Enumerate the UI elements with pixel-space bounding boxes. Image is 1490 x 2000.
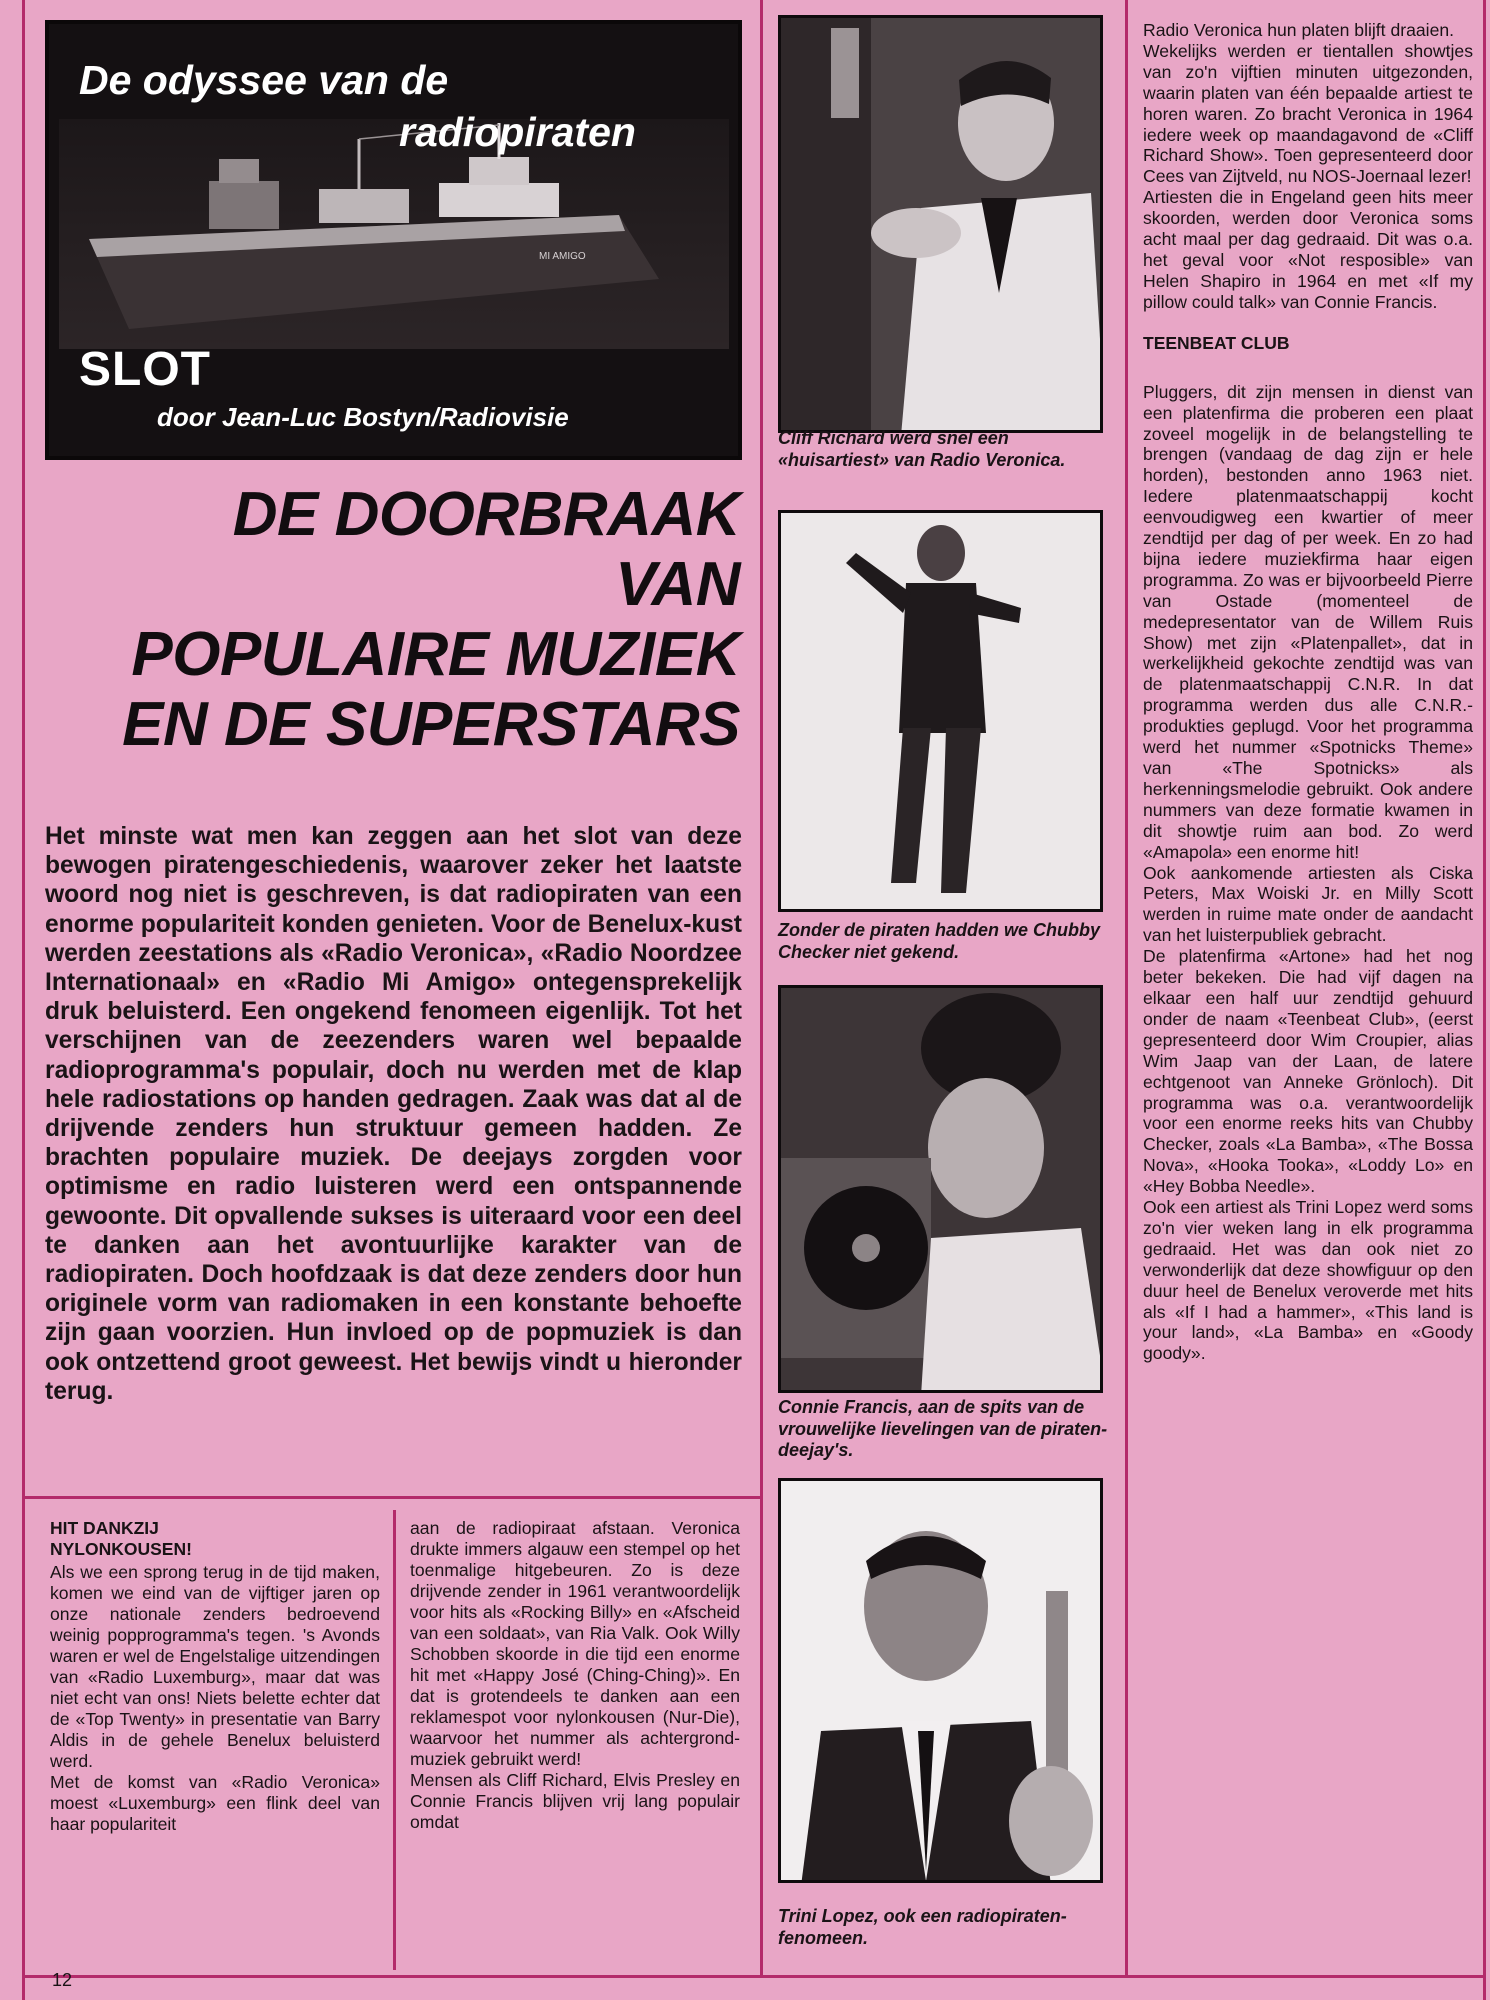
byline: door Jean-Luc Bostyn/Radiovisie (157, 402, 569, 432)
caption-trini-lopez: Trini Lopez, ook een radiopiraten-fenomeen. (778, 1906, 1067, 1948)
frame-rule-bottom (22, 1975, 1486, 1978)
series-title-line2: radiopiraten (399, 109, 636, 155)
photo-connie-francis (778, 985, 1103, 1393)
frame-rule-right (1483, 0, 1486, 2000)
paragraph: Ook aankomende artiesten als Ciska Peters, Max Woiski Jr. en Milly Scott werden in ruime mate onder de aandacht van het luisterpubliek gebracht. (1143, 862, 1473, 946)
column-rule-2 (1125, 0, 1128, 1975)
intro-paragraph: Het minste wat men kan zeggen aan het slot van deze bewogen piratengeschiedenis, waarover zeker het laatste woord nog niet is geschreven, is dat radiopiraten van een enorme populariteit konden genieten. Voor de Benelux-kust werden zeestations als «Radio Veronica», «Radio Noordzee Internationaal» en «Radio Mi Amigo» ontegensprekelijk druk beluisterd. Een ongekend fenomeen eigenlijk. Tot het verschijnen van de zeezenders waren wel bepaalde radioprogramma's populair, doch nu werden met de klap hele radiostations op handen gedragen. Zaak was dat al de drijvende zenders hun struktuur gemeen hadden. Ze brachten populaire muziek. De deejays zorgden voor optimisme en radio luisteren werd een ontspannende gewoonte. Dit opvallende sukses is uiteraard voor een deel te danken aan het avontuurlijke karakter van de radiopiraten. Doch hoofdzaak is dat deze zenders door hun originele vorm van radiomaken in een konstante behoefte zijn gaan voorzien. Hun invloed op de popmuziek is dan ook ontzettend groot geweest. Het bewijs vindt u hieronder terug. (45, 823, 742, 1405)
page-number: 12 (52, 1970, 73, 1990)
caption-connie-francis: Connie Francis, aan de spits van de vrouwelijke lievelingen van de piraten-deejay's. (778, 1397, 1108, 1460)
paragraph: Met de komst van «Radio Veronica» moest «Luxemburg» een flink deel van haar populariteit (50, 1772, 380, 1834)
caption-cliff-richard: Cliff Richard werd snel een «huisartiest» van Radio Veronica. (778, 428, 1066, 470)
subhead-teenbeat-club: TEENBEAT CLUB (1143, 332, 1290, 353)
subhead-line2: NYLONKOUSEN! (50, 1539, 192, 1559)
photo-trini-lopez (778, 1478, 1103, 1883)
intro-bottom-rule (22, 1496, 762, 1499)
paragraph: De platenfirma «Artone» had het nog beter bekeken. Die had vijf dagen na elkaar een half uur zendtijd gehuurd onder de naam «Teenbeat Club», (eerst gepresenteerd door Wim Croupier, alias Wim Jaap van der Laan, de latere echtgenoot van Anneke Grönloch). Dit programma was o.a. verantwoordelijk voor een enorme reeks hits van Chubby Checker, zoals «La Bamba», «The Bossa Nova», «Hooka Tooka», «Loddy Lo» en «Hey Bobba Needle». (1143, 946, 1473, 1197)
ship-name-text: MI AMIGO (539, 251, 586, 262)
headline-line2: VAN (615, 550, 740, 619)
paragraph: Ook een artiest als Trini Lopez werd soms zo'n vier weken lang in elk programma gedraaid. Het was dan ook niet zo verwonderlijk dat deze showfiguur op den duur heel de Benelux veroverde met hits als «If I had a hammer», «This land is your land», «La Bamba» en «Goody goody». (1143, 1197, 1473, 1364)
body-column-a (50, 1518, 380, 1835)
paragraph: aan de radiopiraat afstaan. Veronica drukte immers algauw een stempel op het toenmalige hitgebeuren. Zo is deze drijvende zender in 1961 verantwoordelijk voor hits als «Rocking Billy» en «Afscheid van een soldaat», van Ria Valk. Ook Willy Schobben skoorde in die tijd een enorme hit met «Happy José (Ching-Ching)». En dat is grotendeels te danken aan een reklamespot voor nylonkousen (Nur-Die), waarvoor het nummer als achtergrond-muziek gebruikt werd! (410, 1518, 740, 1769)
paragraph: Als we een sprong terug in de tijd maken, komen we eind van de vijftiger jaren op onze nationale zenders bedroevend weinig popprogramma's tegen. 's Avonds waren er wel de Engelstalige uitzendingen van «Radio Luxemburg», maar dat was niet echt van ons! Niets belette echter dat de «Top Twenty» in presentatie van Barry Aldis in de gehele Benelux beluisterd werd. (50, 1562, 380, 1771)
headline-line1: DE DOORBRAAK (232, 480, 740, 549)
paragraph: Mensen als Cliff Richard, Elvis Presley en Connie Francis blijven vrij lang populair omdat (410, 1770, 740, 1832)
body-column-rule (393, 1510, 396, 1970)
headline-line3: POPULAIRE MUZIEK (131, 620, 740, 689)
series-header-box (45, 20, 742, 460)
paragraph: Artiesten die in Engeland geen hits meer skoorden, werden door Veronica soms acht maal per dag gedraaid. Dit was o.a. het geval voor «Not resposible» van Helen Shapiro in 1964 en met «If my pillow could talk» van Connie Francis. (1143, 187, 1473, 312)
series-title-line1: De odyssee van de (79, 57, 449, 103)
headline-line4: EN DE SUPERSTARS (122, 690, 740, 759)
series-title (79, 54, 719, 158)
subhead-line1: HIT DANKZIJ (50, 1518, 159, 1538)
body-column-b (410, 1518, 740, 1833)
slot-label: SLOT (79, 343, 211, 396)
right-text-column (1143, 20, 1473, 1364)
paragraph: Pluggers, dit zijn mensen in dienst van een platenfirma die proberen een plaat zoveel mogelijk in de belangstelling te brengen (vandaag de dag zijn er hele horden), bestonden anno 1963 niet. Iedere platenmaatschappij kocht eenvoudigweg een kwartier of meer zendtijd per dag of per week. En zo had bijna iedere muziekfirma haar eigen programma. Zo was er bijvoorbeeld Pierre van Ostade (momenteel de medepresentator van de Willem Ruis Show) met zijn «Platenpallet», dat in werkelijkheid gekochte zendtijd was van de platenmaatschappij C.N.R. In dat programma werden dus alle C.N.R.-produkties geplugd. Voor het programma werd het nummer «Spotnicks Theme» van «The Spotnicks» als herkenningsmelodie gebruikt. Ook andere nummers van deze formatie kwamen in dit showtje ruim aan bod. Zo werd «Amapola» een enorme hit! (1143, 381, 1473, 862)
subhead-nylonkousen (50, 1518, 380, 1560)
caption-chubby-checker: Zonder de piraten hadden we Chubby Checker niet gekend. (778, 920, 1101, 962)
photo-cliff-richard (778, 15, 1103, 433)
column-rule-1 (760, 0, 763, 1975)
photo-chubby-checker (778, 510, 1103, 912)
paragraph: Wekelijks werden er tientallen showtjes van zo'n vijftien minuten uitgezonden, waarin platen van één bepaalde artiest te horen waren. Zo bracht Veronica in 1964 iedere week op maandagavond de «Cliff Richard Show». Toen gepresenteerd door Cees van Zijtveld, nu NOS-Joernaal lezer! (1143, 40, 1473, 187)
paragraph: Radio Veronica hun platen blijft draaien. (1143, 20, 1455, 40)
frame-rule-left (22, 0, 25, 2000)
article-headline (40, 480, 740, 760)
